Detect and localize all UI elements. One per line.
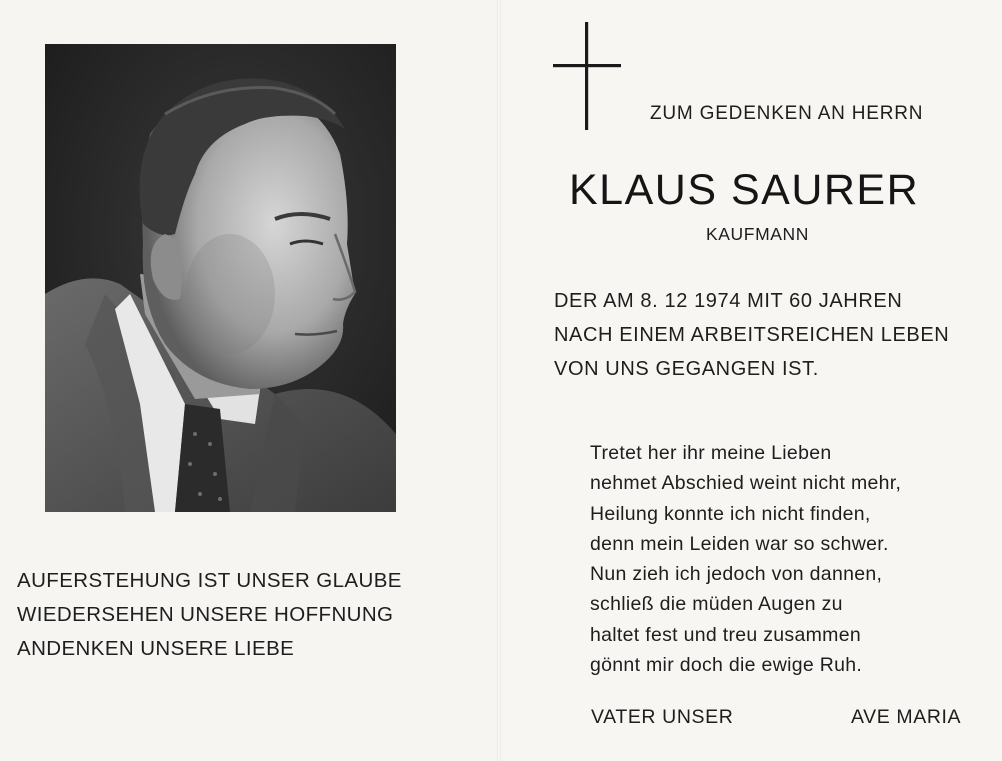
motto-text — [17, 564, 437, 666]
motto-line: AUFERSTEHUNG IST UNSER GLAUBE — [17, 569, 402, 592]
portrait-photo — [45, 44, 396, 512]
motto-line: WIEDERSEHEN UNSERE HOFFNUNG — [17, 603, 394, 626]
poem — [590, 438, 901, 680]
intro-heading: ZUM GEDENKEN AN HERRN — [650, 103, 924, 124]
poem-line: Heilung konnte ich nicht finden, — [590, 502, 871, 525]
death-notice-line: DER AM 8. 12 1974 MIT 60 JAHREN — [554, 290, 903, 312]
poem-line: nehmet Abschied weint nicht mehr, — [590, 472, 902, 495]
death-notice-line: NACH EINEM ARBEITSREICHEN LEBEN — [554, 324, 950, 346]
death-notice-line: VON UNS GEGANGEN IST. — [554, 358, 819, 380]
latin-cross-icon — [553, 22, 621, 130]
poem-line: Tretet her ihr meine Lieben — [590, 442, 832, 464]
deceased-name: KLAUS SAURER — [569, 166, 920, 214]
poem-line: gönnt mir doch die ewige Ruh. — [590, 654, 863, 677]
occupation: KAUFMANN — [706, 224, 809, 244]
poem-line: denn mein Leiden war so schwer. — [590, 532, 889, 555]
left-page — [0, 0, 498, 761]
poem-line: Nun zieh ich jedoch von dannen, — [590, 563, 883, 586]
poem-line: haltet fest und treu zusammen — [590, 623, 862, 646]
poem-line: schließ die müden Augen zu — [590, 593, 843, 616]
prayer-ave-maria: AVE MARIA — [851, 706, 962, 728]
prayer-vater-unser: VATER UNSER — [591, 706, 734, 728]
motto-line: ANDENKEN UNSERE LIEBE — [17, 637, 295, 660]
death-notice — [554, 284, 949, 386]
